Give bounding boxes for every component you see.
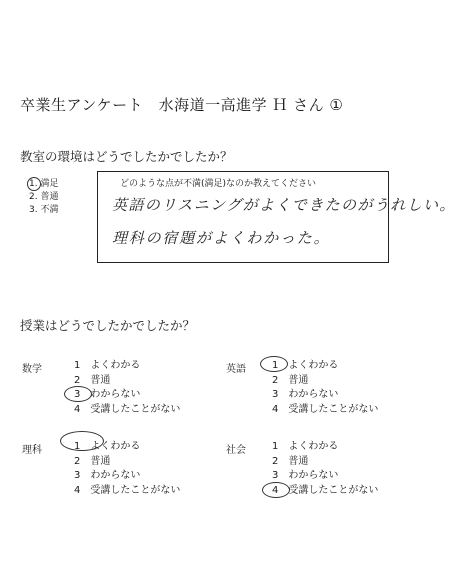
option-not-understand[interactable]: 3 わからない	[74, 470, 141, 481]
question-1-text: 教室の環境はどうでしたかでしたか？	[20, 149, 233, 164]
subject-label-social: 社会	[226, 445, 246, 456]
science-selection-circle	[60, 431, 104, 451]
option-not-understand[interactable]: 3 わからない	[272, 389, 339, 400]
option-never-taken[interactable]: 4 受講したことがない	[74, 403, 181, 415]
handwritten-comment-line-2: 理科の宿題がよくわかった。	[112, 229, 331, 247]
option-understand-well[interactable]: 1 よくわかる	[272, 441, 339, 452]
survey-title: 卒業生アンケート 水海道一高進学 Ｈ さん ①	[20, 96, 344, 114]
q1-scale-option[interactable]: 1. 満足	[29, 179, 59, 189]
english-selection-circle	[260, 356, 288, 372]
option-understand-well[interactable]: 1 よくわかる	[272, 360, 339, 371]
math-options	[74, 359, 180, 417]
option-average[interactable]: 2 普通	[272, 455, 309, 467]
option-understand-well[interactable]: 1 よくわかる	[74, 360, 141, 371]
option-average[interactable]: 2 普通	[272, 374, 309, 386]
option-not-understand[interactable]: 3 わからない	[74, 389, 141, 400]
handwritten-comment-line-1: 英語のリスニングがよくできたのがうれしい。	[112, 196, 456, 214]
subject-label-science: 理科	[22, 445, 42, 456]
q1-selection-circle	[27, 177, 41, 191]
option-average[interactable]: 2 普通	[74, 374, 111, 386]
english-options	[272, 359, 378, 417]
option-understand-well[interactable]: 1 よくわかる	[74, 441, 141, 452]
subject-label-english: 英語	[226, 364, 246, 375]
option-never-taken[interactable]: 4 受講したことがない	[74, 484, 181, 496]
comment-prompt: どのような点が不満(満足)なのか教えてください	[120, 179, 317, 189]
option-never-taken[interactable]: 4 受講したことがない	[272, 484, 379, 496]
option-not-understand[interactable]: 3 わからない	[272, 470, 339, 481]
option-average[interactable]: 2 普通	[74, 455, 111, 467]
social-selection-circle	[262, 482, 290, 498]
math-selection-circle	[64, 386, 92, 402]
option-never-taken[interactable]: 4 受講したことがない	[272, 403, 379, 415]
question-2-text: 授業はどうでしたかでしたか？	[20, 318, 196, 333]
q1-scale-option[interactable]: 2. 普通	[29, 192, 59, 202]
q1-scale-option[interactable]: 3. 不満	[29, 205, 59, 215]
subject-label-math: 数学	[22, 364, 42, 375]
